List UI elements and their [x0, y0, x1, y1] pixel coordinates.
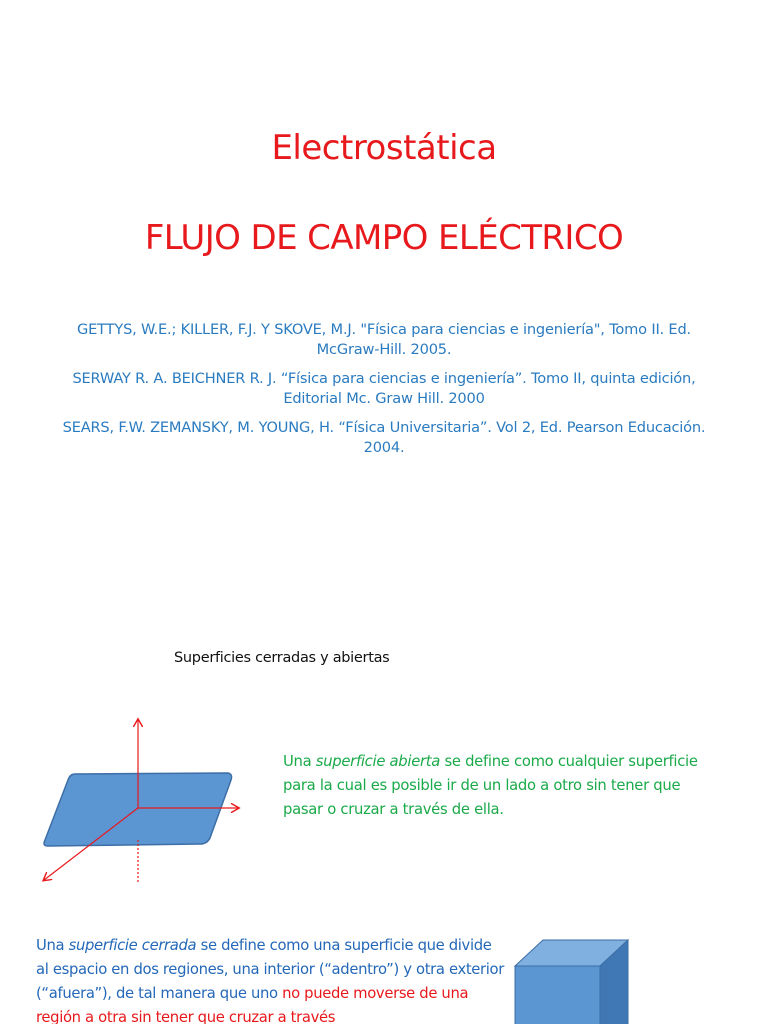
closed-surface-term: superficie cerrada — [68, 937, 197, 954]
surfaces-slide — [0, 560, 768, 1024]
references-list — [60, 320, 708, 467]
cube-front-face — [515, 966, 600, 1024]
open-surface-term: superficie abierta — [315, 753, 441, 770]
page-title: Electrostática — [271, 128, 497, 168]
closed-surface-definition: Una superficie cerrada se define como una superficie que divide al espacio en dos regiones, una interior (“adentro”) y otra exterior (“afuera”), de tal manera que uno no puede moverse de una región a otra sin tener que cruzar a través — [36, 937, 504, 1024]
open-surface-diagram — [30, 710, 250, 890]
closed-surface-cube — [505, 938, 635, 1024]
closed-surface-highlight: no puede moverse de una región a otra sin tener que cruzar a través — [36, 985, 469, 1024]
section-title: Superficies cerradas y abiertas — [174, 650, 390, 666]
page-subtitle: FLUJO DE CAMPO ELÉCTRICO — [144, 218, 624, 258]
reference-item: GETTYS, W.E.; KILLER, F.J. Y SKOVE, M.J. "Física para ciencias e ingeniería", Tomo II. Ed. McGraw-Hill. 2005. — [77, 321, 691, 358]
reference-item: SEARS, F.W. ZEMANSKY, M. YOUNG, H. “Física Universitaria”. Vol 2, Ed. Pearson Educación. 2004. — [62, 419, 706, 456]
reference-item: SERWAY R. A. BEICHNER R. J. “Física para ciencias e ingeniería”. Tomo II, quinta edición, Editorial Mc. Graw Hill. 2000 — [72, 370, 696, 407]
open-surface-definition: Una superficie abierta se define como cualquier superficie para la cual es posible ir de un lado a otro sin tener que pasar o cruzar a través de ella. — [283, 753, 698, 818]
